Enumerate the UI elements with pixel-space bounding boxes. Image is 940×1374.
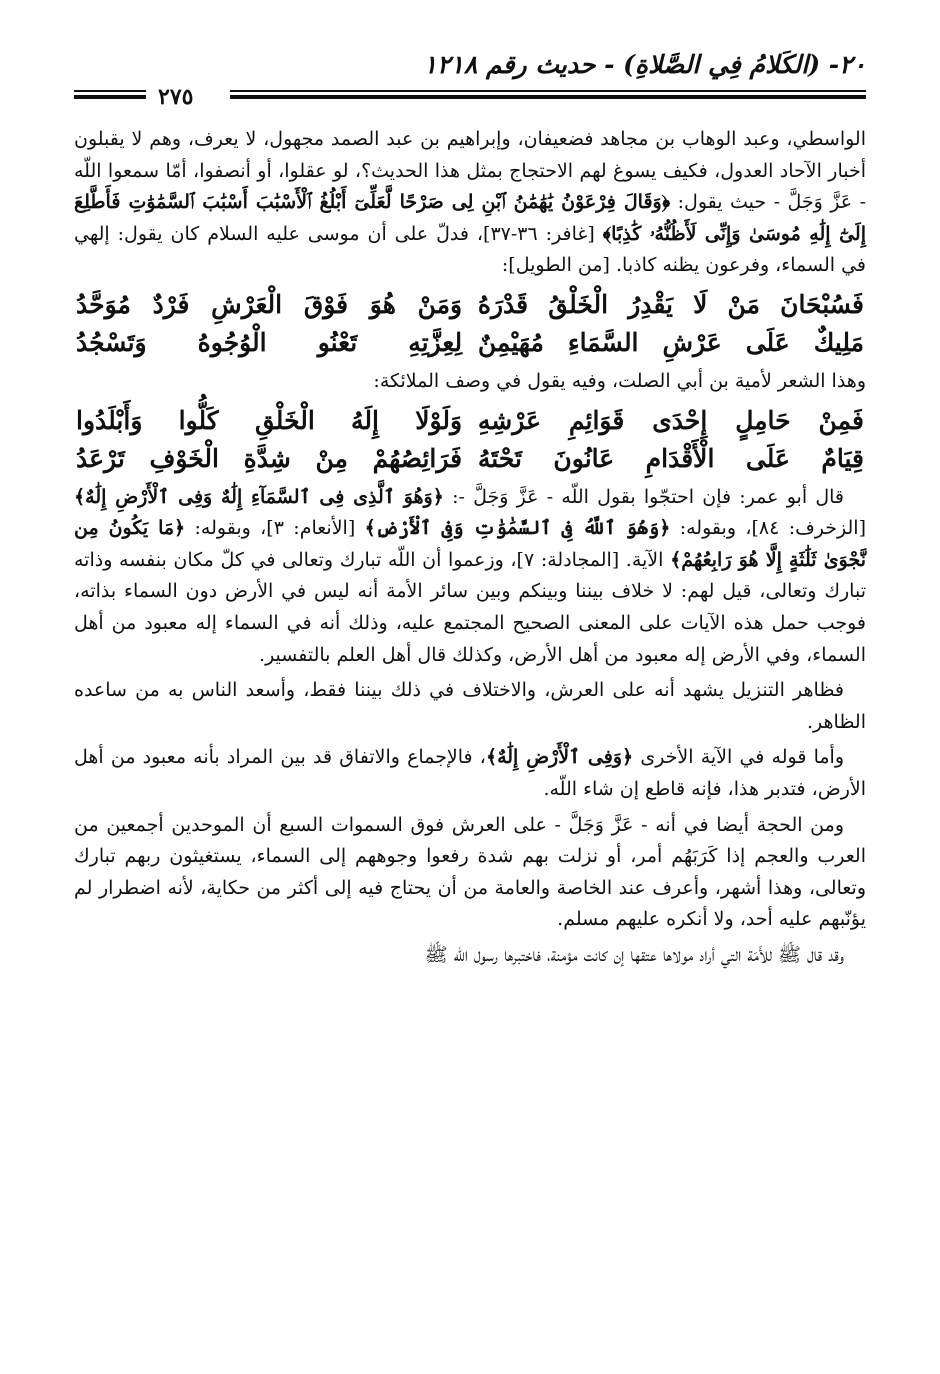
paragraph-3-rest: الآية. [المجادلة: ٧]، وزعموا أن اللّه تبارك وتعالى في كلّ مكان بنفسه وذاته تبارك وتعالى، قيل لهم: لا خلاف بيننا وبينكم وبين سائر الأمة أنه ليس في الأرض دون السماء بذاته، فوجب حمل هذه الآيات على المعنى الصحيح المجتمع عليه، وذلك أنه في السماء إله معبود من أهل السماء، وفي الأرض إله معبود من أهل الأرض، وكذلك قال أهل العلم بالتفسير.: [74, 548, 866, 666]
paragraph-4: فظاهر التنزيل يشهد أنه على العرش، والاختلاف في ذلك بيننا فقط، وأسعد الناس به من ساعده الظاهر.: [74, 679, 866, 733]
poem-1-verse-2: [74, 324, 866, 362]
hemistich-first: مَلِيكٌ عَلَى عَرْشِ السَّمَاءِ مُهَيْمِنٌ: [477, 327, 864, 357]
quran-verse-mujadala: ﴿مَا يَكُونُ مِن نَّجْوَىٰ ثَلَٰثَةٍ إِلَّا هُوَ رَابِعُهُمْ﴾: [74, 517, 866, 571]
hemistich-first: فَسُبْحَانَ مَنْ لَا يَقْدِرُ الْخَلْقُ قَدْرَهُ: [477, 289, 864, 319]
page-number: ٢٧٥: [158, 84, 194, 110]
quran-verse-anam: ﴿وَهُوَ ٱللَّهُ فِى ٱلسَّمَٰوَٰتِ وَفِى ٱلْأَرْضِ﴾: [364, 517, 671, 540]
paragraph-1-tail: [غافر: ٣٦-٣٧]، فدلّ على أن موسى عليه السلام كان يقول: إلهي في السماء، وفرعون يظنه كاذبا. [من الطويل]:: [74, 222, 866, 277]
paragraph-3-ref-1: [الزخرف: ٨٤]، وبقوله:: [670, 517, 866, 540]
poem-2-verse-1: [74, 402, 866, 440]
paragraph-6: ومن الحجة أيضا في أنه - عَزَّ وَجَلَّ - على العرش فوق السموات السبع أن الموحدين أجمعين من العرب والعجم إذا كَرَبَهُم أمر، أو نزلت بهم شدة رفعوا وجوههم إلى السماء، يستغيثون ربهم تبارك وتعالى، وهذا أشهر، وأعرف عند الخاصة والعامة من أن يحتاج فيه إلى أكثر من حكاية، لأنه اضطرار لم يؤنّبهم عليه أحد، ولا أنكره عليهم مسلم.: [74, 813, 866, 931]
quran-verse-fil-ard: ﴿وَفِى ٱلْأَرْضِ إِلَٰهٌ﴾: [485, 746, 634, 769]
hemistich-second: وَمَنْ هُوَ فَوْقَ الْعَرْشِ فَرْدٌ مُوَحَّدُ: [76, 289, 463, 319]
hemistich-second: فَرَائِصُهُمْ مِنْ شِدَّةِ الْخَوْفِ تَرْعَدُ: [76, 443, 463, 473]
paragraph-5: [74, 742, 866, 805]
paragraph-1: [74, 124, 866, 282]
paragraph-7: وقد قال ﷺ للأَمَة التي أراد مولاها عتقها إن كانت مؤمنة، فاختبرها رسول اللّه ﷺ: [424, 943, 844, 966]
quran-verse-zukhruf: ﴿وَهُوَ ٱلَّذِى فِى ٱلسَّمَآءِ إِلَٰهٌ وَفِى ٱلْأَرْضِ إِلَٰهٌ﴾: [74, 485, 444, 508]
book-page: [74, 50, 866, 1350]
hemistich-first: فَمِنْ حَامِلٍ إِحْدَى قَوَائِمِ عَرْشِهِ: [477, 405, 864, 435]
hemistich-second: لِعِزَّتِهِ تَعْنُو الْوُجُوهُ وَتَسْجُدُ: [76, 327, 463, 357]
paragraph-5-end: ، فالإجماع والاتفاق قد بين المراد بأنه معبود من أهل الأرض، فتدبر هذا، فإنه قاطع إن شاء اللّه.: [74, 746, 866, 800]
poem-2-verse-2: [74, 440, 866, 478]
poem-1: [74, 286, 866, 362]
hemistich-second: وَلَوْلَا إِلَهُ الْخَلْقِ كَلُّوا وَأَبْلَدُوا: [76, 405, 463, 435]
poem-1-verse-1: [74, 286, 866, 324]
running-title: ٢٠- (الكَلامُ فِي الصَّلاةِ) - حديث رقم ١٢١٨: [423, 50, 866, 79]
poem-2: [74, 402, 866, 478]
paragraph-1-text: الواسطي، وعبد الوهاب بن مجاهد فضعيفان، وإبراهيم بن عبد الصمد مجهول، لا يعرف، وهم لا يقبلون أخبار الآحاد العدول، فكيف يسوغ لهم الاحتجاج بمثل هذا الحديث؟، لو عقلوا، أو أنصفوا، أمّا سمعوا اللّه - عَزَّ وَجَلَّ - حيث يقول:: [74, 128, 866, 214]
paragraph-2: وهذا الشعر لأمية بن أبي الصلت، وفيه يقول في وصف الملائكة:: [373, 369, 866, 392]
quran-verse-ghafir: ﴿وَقَالَ فِرْعَوْنُ يَٰهَٰمَٰنُ ٱبْنِ لِى صَرْحًا لَّعَلِّىٓ أَبْلُغُ ٱلْأَسْبَٰبَ أَسْبَٰبَ ٱلسَّمَٰوَٰتِ فَأَطَّلِعَ إِلَىٰٓ إِلَٰهِ مُوسَىٰ وَإِنِّى لَأَظُنُّهُۥ كَٰذِبًا﴾: [74, 191, 866, 245]
hemistich-first: قِيَامٌ عَلَى الْأَقْدَامِ عَانُونَ تَحْتَهُ: [477, 443, 864, 473]
page-header: [74, 50, 866, 110]
paragraph-3-ref-2: [الأنعام: ٣]، وبقوله:: [185, 517, 365, 540]
page-body: [74, 124, 866, 971]
paragraph-3: [74, 482, 866, 672]
header-rule-right: [230, 90, 866, 97]
paragraph-5-start: وأما قوله في الآية الأخرى: [633, 746, 844, 769]
paragraph-3-intro: قال أبو عمر: فإن احتجّوا بقول اللّه - عَزَّ وَجَلَّ -:: [443, 485, 845, 508]
header-rule-left: [74, 90, 146, 97]
